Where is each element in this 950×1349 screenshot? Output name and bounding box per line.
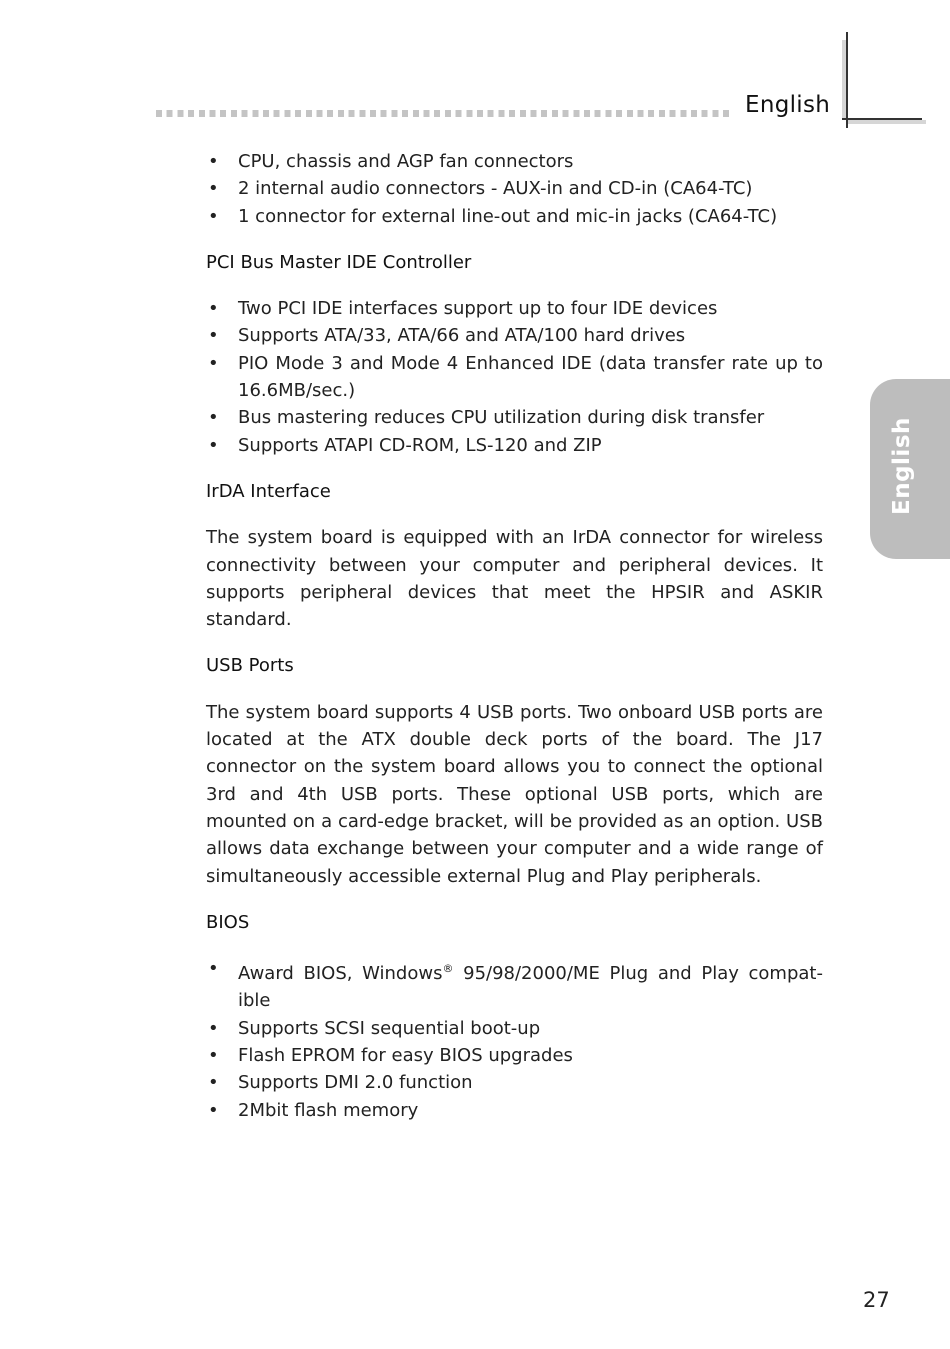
- list-item: • Supports ATA/33, ATA/66 and ATA/100 hard drives: [206, 322, 823, 349]
- page-number: 27: [863, 1288, 890, 1312]
- section-heading-usb: USB Ports: [206, 655, 294, 677]
- list-item: • CPU, chassis and AGP fan connectors: [206, 148, 823, 175]
- list-item: • PIO Mode 3 and Mode 4 Enhanced IDE (data transfer rate up to 16.6MB/sec.): [206, 350, 823, 405]
- section-heading-pci: PCI Bus Master IDE Controller: [206, 251, 472, 273]
- corner-mark-horizontal: [842, 118, 922, 120]
- section-heading-bios: BIOS: [206, 911, 250, 933]
- bios-bullet-text-start: Award BIOS, Windows: [238, 963, 443, 985]
- list-item: • 2 internal audio connectors - AUX-in and CD-in (CA64-TC): [206, 175, 823, 202]
- list-item: • Supports DMI 2.0 function: [206, 1069, 823, 1096]
- bios-bullet-text-end: 95/98/2000/ME Plug and Play compat-ible: [238, 963, 823, 1012]
- bios-bullet-list: [206, 955, 823, 1124]
- list-item: • Two PCI IDE interfaces support up to four IDE devices: [206, 295, 823, 322]
- corner-mark-shadow-horizontal: [848, 120, 926, 124]
- registered-mark: ®: [442, 962, 454, 976]
- language-side-tab-label: English: [889, 417, 915, 515]
- list-item: • Supports ATAPI CD-ROM, LS-120 and ZIP: [206, 432, 823, 459]
- list-item: • Flash EPROM for easy BIOS upgrades: [206, 1042, 823, 1069]
- irda-paragraph: The system board is equipped with an IrDA connector for wireless connectivity between your computer and peripheral devices. It supports peripheral devices that meet the HPSIR and ASKIR standard.: [206, 527, 823, 631]
- intro-bullet-list: [206, 148, 823, 230]
- corner-mark-vertical: [846, 32, 848, 128]
- list-item: • Supports SCSI sequential boot-up: [206, 1015, 823, 1042]
- header-dotted-rule: [156, 110, 734, 117]
- list-item: • Bus mastering reduces CPU utilization during disk transfer: [206, 404, 823, 431]
- pci-bullet-list: [206, 295, 823, 459]
- header-language-label: English: [745, 92, 831, 118]
- usb-paragraph: The system board supports 4 USB ports. Two onboard USB ports are located at the ATX double deck ports of the board. The J17 connector on the system board allows you to connect the optional 3rd and 4th USB ports. These optional USB ports, which are mounted on a card-edge bracket, will be provided as an option. USB allows data exchange between your computer and a wide range of simultaneously accessible external Plug and Play peripherals.: [206, 701, 823, 887]
- section-heading-irda: IrDA Interface: [206, 480, 331, 502]
- page-content: [206, 148, 823, 1124]
- list-item: [206, 955, 823, 1015]
- list-item: • 2Mbit flash memory: [206, 1097, 823, 1124]
- list-item: • 1 connector for external line-out and mic-in jacks (CA64-TC): [206, 203, 823, 230]
